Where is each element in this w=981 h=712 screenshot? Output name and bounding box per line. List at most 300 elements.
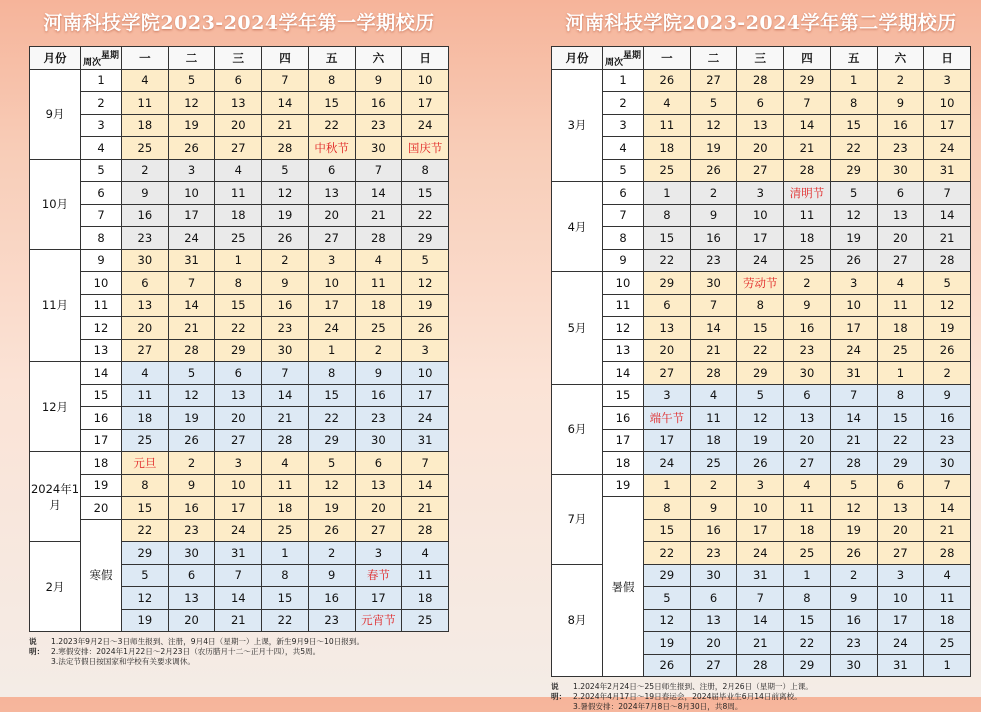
day-cell: 4 (644, 92, 691, 115)
day-cell: 11 (402, 564, 449, 587)
day-cell: 14 (737, 609, 784, 632)
table-row (552, 452, 971, 475)
day-cell: 3 (308, 249, 355, 272)
day-cell: 3 (737, 474, 784, 497)
semester2-title: 河南科技学院2023-2024学年第二学期校历 (565, 12, 957, 34)
table-row (30, 294, 449, 317)
day-cell: 9 (355, 69, 402, 92)
day-cell: 11 (877, 294, 924, 317)
day-cell: 6 (355, 452, 402, 475)
day-cell: 4 (355, 249, 402, 272)
day-cell: 4 (122, 362, 169, 385)
day-cell: 19 (168, 407, 215, 430)
week-number-cell: 15 (81, 384, 122, 407)
day-cell: 19 (308, 497, 355, 520)
day-cell: 29 (644, 564, 691, 587)
day-cell: 23 (262, 317, 309, 340)
day-cell: 27 (308, 227, 355, 250)
day-cell: 8 (644, 497, 691, 520)
day-cell: 19 (122, 609, 169, 632)
day-cell: 26 (402, 317, 449, 340)
day-cell: 17 (877, 609, 924, 632)
table-row (552, 429, 971, 452)
day-cell: 20 (737, 137, 784, 160)
day-cell: 15 (402, 182, 449, 205)
day-cell: 6 (877, 182, 924, 205)
week-number-cell: 3 (603, 114, 644, 137)
day-cell: 25 (784, 542, 831, 565)
day-cell: 17 (402, 92, 449, 115)
day-cell: 16 (355, 384, 402, 407)
day-cell: 14 (924, 204, 971, 227)
table-row (552, 227, 971, 250)
day-cell: 26 (644, 654, 691, 677)
day-cell: 9 (784, 294, 831, 317)
day-cell: 17 (924, 114, 971, 137)
day-cell: 17 (308, 294, 355, 317)
day-cell: 5 (924, 272, 971, 295)
note-item: 3.法定节假日按国家和学校有关要求调休。 (51, 657, 195, 666)
table-row (30, 159, 449, 182)
day-cell: 9 (168, 474, 215, 497)
day-cell: 28 (830, 452, 877, 475)
table-row (30, 114, 449, 137)
table-row (552, 159, 971, 182)
day-cell: 1 (877, 362, 924, 385)
day-cell: 26 (168, 137, 215, 160)
day-cell: 24 (168, 227, 215, 250)
day-cell: 30 (262, 339, 309, 362)
week-number-cell: 15 (603, 384, 644, 407)
day-cell: 5 (737, 384, 784, 407)
week-number-cell: 11 (603, 294, 644, 317)
table-row (552, 317, 971, 340)
day-cell: 24 (737, 542, 784, 565)
day-cell: 10 (830, 294, 877, 317)
day-cell: 19 (690, 137, 737, 160)
day-cell: 9 (690, 204, 737, 227)
vacation-cell: 暑假 (603, 497, 644, 677)
day-cell: 18 (644, 137, 691, 160)
table-row (30, 474, 449, 497)
day-cell: 17 (402, 384, 449, 407)
day-cell: 14 (262, 92, 309, 115)
day-cell: 5 (402, 249, 449, 272)
day-cell: 24 (877, 632, 924, 655)
day-cell: 17 (168, 204, 215, 227)
day-cell: 6 (737, 92, 784, 115)
day-cell: 26 (737, 452, 784, 475)
day-cell: 13 (690, 609, 737, 632)
day-cell: 9 (690, 497, 737, 520)
day-cell: 9 (122, 182, 169, 205)
day-cell: 25 (122, 429, 169, 452)
week-number-cell: 6 (603, 182, 644, 205)
table-header-row (30, 47, 449, 70)
day-cell: 11 (262, 474, 309, 497)
day-cell: 22 (644, 542, 691, 565)
day-cell: 23 (877, 137, 924, 160)
day-cell: 4 (262, 452, 309, 475)
day-cell: 5 (168, 362, 215, 385)
day-cell: 25 (402, 609, 449, 632)
day-cell: 19 (830, 227, 877, 250)
day-cell: 30 (355, 137, 402, 160)
day-cell: 22 (308, 407, 355, 430)
notes-label: 说明： (29, 637, 45, 656)
day-cell: 18 (690, 429, 737, 452)
day-cell: 30 (690, 564, 737, 587)
day-cell: 9 (355, 362, 402, 385)
day-cell: 17 (830, 317, 877, 340)
day-cell: 10 (308, 272, 355, 295)
day-cell: 3 (402, 339, 449, 362)
day-cell: 21 (262, 407, 309, 430)
week-number-cell: 7 (603, 204, 644, 227)
day-cell: 4 (122, 69, 169, 92)
day-cell: 2 (830, 564, 877, 587)
day-cell: 27 (215, 429, 262, 452)
week-header: 星期 周次 (81, 47, 122, 70)
day-cell: 13 (308, 182, 355, 205)
day-cell: 6 (784, 384, 831, 407)
day-cell: 10 (215, 474, 262, 497)
month-cell: 2月 (30, 542, 81, 632)
day-cell: 30 (122, 249, 169, 272)
semester1-panel (29, 0, 449, 667)
day-cell: 30 (690, 272, 737, 295)
day-cell: 11 (690, 407, 737, 430)
day-cell: 23 (690, 542, 737, 565)
day-cell: 13 (122, 294, 169, 317)
day-cell: 9 (924, 384, 971, 407)
day-cell: 21 (690, 339, 737, 362)
day-cell: 5 (830, 474, 877, 497)
week-number-cell: 14 (603, 362, 644, 385)
day-cell: 16 (308, 587, 355, 610)
week-number-cell: 7 (81, 204, 122, 227)
day-cell: 1 (215, 249, 262, 272)
day-cell: 17 (737, 227, 784, 250)
table-row (552, 249, 971, 272)
table-row (30, 69, 449, 92)
day-cell: 8 (402, 159, 449, 182)
day-cell: 30 (877, 159, 924, 182)
day-cell: 7 (737, 587, 784, 610)
week-number-cell: 8 (81, 227, 122, 250)
day-cell: 31 (168, 249, 215, 272)
day-cell: 5 (122, 564, 169, 587)
day-cell: 3 (877, 564, 924, 587)
day-cell: 8 (784, 587, 831, 610)
day-cell: 16 (262, 294, 309, 317)
day-cell: 7 (262, 69, 309, 92)
day-cell: 7 (924, 182, 971, 205)
day-cell: 15 (262, 587, 309, 610)
table-row (552, 69, 971, 92)
holiday-cell: 劳动节 (737, 272, 784, 295)
day-cell: 4 (215, 159, 262, 182)
day-cell: 2 (355, 339, 402, 362)
day-cell: 31 (924, 159, 971, 182)
day-cell: 27 (690, 654, 737, 677)
day-cell: 9 (308, 564, 355, 587)
week-number-cell: 1 (603, 69, 644, 92)
day-cell: 26 (308, 519, 355, 542)
week-number-cell: 13 (603, 339, 644, 362)
holiday-cell: 中秋节 (308, 137, 355, 160)
day-cell: 24 (402, 114, 449, 137)
day-cell: 10 (402, 362, 449, 385)
day-cell: 10 (402, 69, 449, 92)
day-cell: 18 (262, 497, 309, 520)
day-cell: 6 (168, 564, 215, 587)
day-cell: 24 (644, 452, 691, 475)
day-cell: 3 (924, 69, 971, 92)
table-row (30, 339, 449, 362)
day-cell: 1 (644, 182, 691, 205)
week-number-cell: 18 (603, 452, 644, 475)
day-cell: 16 (690, 519, 737, 542)
day-cell: 19 (262, 204, 309, 227)
day-cell: 18 (215, 204, 262, 227)
week-number-cell: 1 (81, 69, 122, 92)
day-cell: 1 (644, 474, 691, 497)
note-item: 3.暑假安排：2024年7月8日～8月30日，共8周。 (573, 702, 743, 711)
day-cell: 25 (122, 137, 169, 160)
day-cell: 4 (690, 384, 737, 407)
day-cell: 27 (784, 452, 831, 475)
month-cell: 5月 (552, 272, 603, 385)
day-cell: 11 (215, 182, 262, 205)
day-cell: 14 (402, 474, 449, 497)
week-number-cell: 9 (81, 249, 122, 272)
day-cell: 6 (644, 294, 691, 317)
day-header: 二 (168, 47, 215, 70)
day-cell: 6 (877, 474, 924, 497)
day-cell: 28 (690, 362, 737, 385)
table-row (30, 182, 449, 205)
day-cell: 22 (262, 609, 309, 632)
day-header: 六 (877, 47, 924, 70)
day-cell: 14 (168, 294, 215, 317)
day-header: 日 (402, 47, 449, 70)
day-cell: 20 (644, 339, 691, 362)
day-cell: 27 (122, 339, 169, 362)
day-cell: 18 (402, 587, 449, 610)
day-cell: 23 (122, 227, 169, 250)
week-number-cell: 12 (603, 317, 644, 340)
day-cell: 6 (215, 69, 262, 92)
day-cell: 29 (122, 542, 169, 565)
day-cell: 18 (924, 609, 971, 632)
day-cell: 23 (168, 519, 215, 542)
day-cell: 13 (877, 204, 924, 227)
day-cell: 7 (168, 272, 215, 295)
day-cell: 8 (308, 69, 355, 92)
table-row (552, 182, 971, 205)
day-cell: 6 (122, 272, 169, 295)
day-cell: 28 (737, 69, 784, 92)
day-cell: 20 (215, 407, 262, 430)
day-cell: 10 (924, 92, 971, 115)
day-cell: 28 (168, 339, 215, 362)
day-cell: 29 (830, 159, 877, 182)
day-cell: 8 (877, 384, 924, 407)
day-cell: 15 (644, 227, 691, 250)
week-number-cell: 17 (603, 429, 644, 452)
day-cell: 25 (877, 339, 924, 362)
week-number-cell: 19 (603, 474, 644, 497)
day-cell: 5 (262, 159, 309, 182)
day-cell: 6 (308, 159, 355, 182)
day-cell: 25 (262, 519, 309, 542)
day-cell: 13 (168, 587, 215, 610)
day-cell: 26 (644, 69, 691, 92)
day-cell: 16 (830, 609, 877, 632)
day-cell: 25 (644, 159, 691, 182)
day-cell: 5 (690, 92, 737, 115)
day-cell: 15 (784, 609, 831, 632)
day-cell: 27 (877, 542, 924, 565)
week-number-cell: 6 (81, 182, 122, 205)
day-cell: 13 (737, 114, 784, 137)
day-cell: 16 (122, 204, 169, 227)
day-cell: 8 (308, 362, 355, 385)
table-row (30, 429, 449, 452)
day-cell: 24 (737, 249, 784, 272)
day-cell: 23 (830, 632, 877, 655)
table-row (30, 497, 449, 520)
day-cell: 23 (355, 407, 402, 430)
note-item: 2.2024年4月17日～19日春运会，2024届毕业生6月14日前离校。 (573, 692, 802, 701)
day-cell: 7 (690, 294, 737, 317)
week-header: 星期 周次 (603, 47, 644, 70)
semester2-notes (551, 682, 971, 712)
day-cell: 31 (215, 542, 262, 565)
day-cell: 20 (215, 114, 262, 137)
day-cell: 12 (262, 182, 309, 205)
semester2-panel (551, 0, 971, 712)
day-cell: 16 (355, 92, 402, 115)
month-cell: 2024年1月 (30, 452, 81, 542)
table-row (30, 92, 449, 115)
day-cell: 16 (168, 497, 215, 520)
week-number-cell: 2 (603, 92, 644, 115)
day-cell: 15 (308, 384, 355, 407)
day-cell: 24 (215, 519, 262, 542)
day-cell: 10 (168, 182, 215, 205)
day-cell: 14 (690, 317, 737, 340)
table-header-row (552, 47, 971, 70)
day-cell: 23 (690, 249, 737, 272)
day-cell: 17 (737, 519, 784, 542)
table-row (30, 249, 449, 272)
day-cell: 28 (355, 227, 402, 250)
table-row (552, 294, 971, 317)
day-cell: 18 (784, 227, 831, 250)
day-cell: 20 (690, 632, 737, 655)
day-cell: 2 (784, 272, 831, 295)
day-cell: 26 (262, 227, 309, 250)
table-row (552, 92, 971, 115)
day-cell: 3 (737, 182, 784, 205)
day-cell: 11 (784, 497, 831, 520)
semester1-notes (29, 637, 449, 667)
day-cell: 17 (355, 587, 402, 610)
notes-label: 说明： (551, 682, 567, 701)
semester2-body (552, 69, 971, 677)
table-row (552, 474, 971, 497)
day-cell: 15 (215, 294, 262, 317)
month-header: 月份 (552, 47, 603, 70)
day-cell: 19 (644, 632, 691, 655)
week-number-cell: 18 (81, 452, 122, 475)
day-cell: 6 (690, 587, 737, 610)
day-header: 二 (690, 47, 737, 70)
day-cell: 8 (830, 92, 877, 115)
day-cell: 20 (877, 519, 924, 542)
day-cell: 29 (877, 452, 924, 475)
day-cell: 11 (644, 114, 691, 137)
day-cell: 7 (215, 564, 262, 587)
day-cell: 12 (402, 272, 449, 295)
day-cell: 12 (122, 587, 169, 610)
day-cell: 29 (737, 362, 784, 385)
day-header: 日 (924, 47, 971, 70)
day-cell: 13 (644, 317, 691, 340)
day-cell: 3 (355, 542, 402, 565)
note-item: 2.寒假安排：2024年1月22日～2月23日（农历腊月十二～正月十四），共5周。 (51, 647, 321, 656)
day-cell: 12 (924, 294, 971, 317)
day-cell: 1 (830, 69, 877, 92)
day-cell: 16 (877, 114, 924, 137)
vacation-cell: 寒假 (81, 519, 122, 632)
week-number-cell: 5 (603, 159, 644, 182)
day-header: 一 (644, 47, 691, 70)
day-cell: 14 (924, 497, 971, 520)
table-row (552, 339, 971, 362)
day-cell: 26 (830, 542, 877, 565)
month-cell: 9月 (30, 69, 81, 159)
table-row (30, 362, 449, 385)
day-cell: 24 (308, 317, 355, 340)
day-cell: 18 (355, 294, 402, 317)
day-cell: 15 (308, 92, 355, 115)
day-cell: 14 (355, 182, 402, 205)
day-cell: 20 (122, 317, 169, 340)
day-header: 三 (215, 47, 262, 70)
week-number-cell: 20 (81, 497, 122, 520)
day-cell: 14 (784, 114, 831, 137)
day-cell: 21 (168, 317, 215, 340)
day-cell: 13 (215, 384, 262, 407)
day-cell: 15 (122, 497, 169, 520)
day-cell: 2 (308, 542, 355, 565)
day-cell: 8 (262, 564, 309, 587)
table-row (552, 114, 971, 137)
day-header: 一 (122, 47, 169, 70)
day-cell: 12 (737, 407, 784, 430)
day-cell: 7 (784, 92, 831, 115)
day-cell: 27 (215, 137, 262, 160)
day-cell: 8 (644, 204, 691, 227)
day-cell: 27 (355, 519, 402, 542)
day-cell: 11 (122, 384, 169, 407)
day-cell: 30 (830, 654, 877, 677)
table-row (30, 272, 449, 295)
week-number-cell: 19 (81, 474, 122, 497)
